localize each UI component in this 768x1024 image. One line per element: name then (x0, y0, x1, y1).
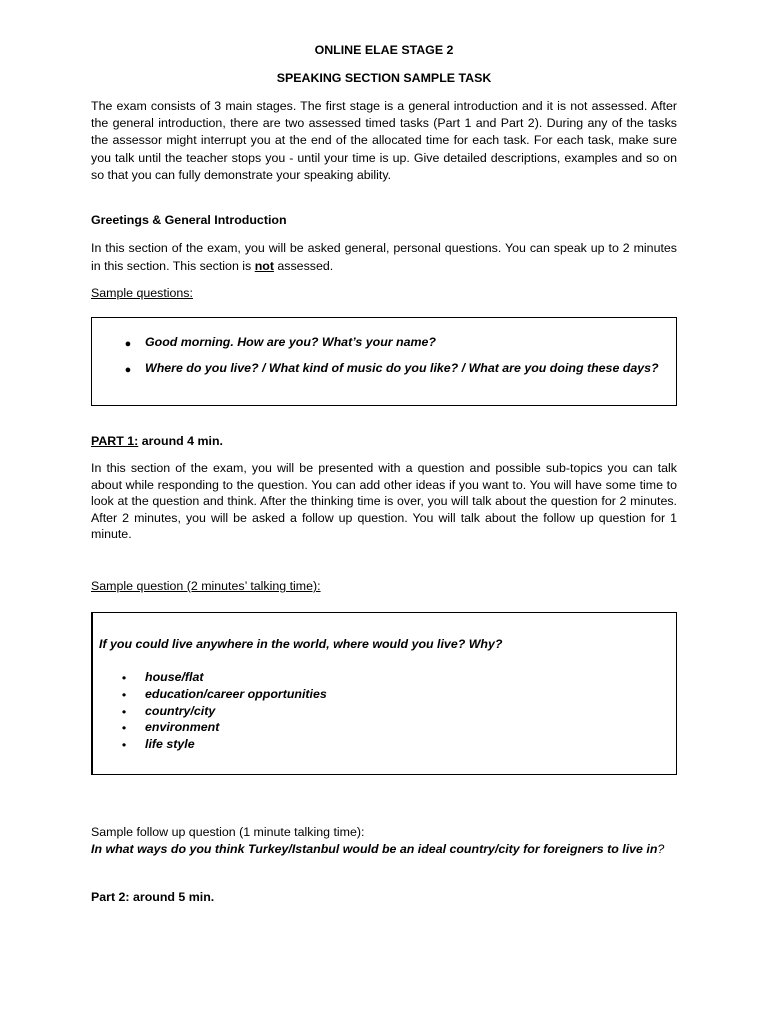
followup-label: Sample follow up question (1 minute talking time): (91, 825, 365, 839)
greetings-sample-label: Sample questions: (91, 286, 193, 300)
followup-question-mark: ? (657, 842, 665, 856)
subtopic-item: country/city (145, 704, 216, 718)
document-title: ONLINE ELAE STAGE 2 (314, 43, 454, 57)
subtopic-item: education/career opportunities (145, 687, 327, 701)
part1-heading (91, 433, 223, 450)
part1-question-box (91, 612, 677, 775)
bullet-icon: • (121, 738, 127, 752)
part1-sample-label: Sample question (2 minutes’ talking time): (91, 579, 321, 593)
bullet-icon: • (121, 688, 127, 702)
part2-heading: Part 2: around 5 min. (91, 890, 215, 904)
followup-question-line (91, 841, 664, 858)
part1-duration: around 4 min. (138, 434, 223, 448)
subtopic-item: house/flat (145, 670, 204, 684)
part1-label: PART 1: (91, 434, 139, 448)
document-subtitle: SPEAKING SECTION SAMPLE TASK (276, 71, 492, 85)
greetings-emphasis: not (254, 259, 274, 273)
greetings-paragraph: In this section of the exam, you will be asked general, personal questions. You can speak up to 2 minutes in this section. This section is not assessed. (91, 241, 677, 273)
greetings-heading: Greetings & General Introduction (91, 213, 287, 227)
greetings-question-1: Good morning. How are you? What’s your name? (145, 335, 436, 349)
bullet-icon: • (121, 671, 127, 685)
bullet-icon: • (121, 705, 127, 719)
greetings-questions-box (91, 317, 677, 406)
part1-paragraph: In this section of the exam, you will be presented with a question and possible sub-topics you can talk about while responding to the question. You can add other ideas if you want to. You will have some time to look at the question and think. After the thinking time is over, you will talk about the question for 2 minutes. After 2 minutes, you will be asked a follow up question. You will talk about the follow up question for 1 minute. (91, 461, 677, 542)
subtopic-item: environment (145, 720, 220, 734)
part1-question: If you could live anywhere in the world, where would you live? Why? (99, 637, 503, 651)
bullet-icon: • (121, 721, 127, 735)
followup-question: In what ways do you think Turkey/Istanbul would be an ideal country/city for foreigners to live in (91, 842, 658, 856)
intro-paragraph: The exam consists of 3 main stages. The first stage is a general introduction and it is not assessed. After the general introduction, there are two assessed timed tasks (Part 1 and Part 2). During any of the tasks the assessor might interrupt you at the end of the allocated time for each task. For each task, make sure you talk until the teacher stops you - until your time is up. Give detailed descriptions, examples and so on so that you can fully demonstrate your speaking ability. (91, 99, 677, 182)
bullet-icon: ● (124, 364, 132, 376)
bullet-icon: ● (124, 338, 132, 350)
greetings-question-2: Where do you live? / What kind of music do you like? / What are you doing these days? (145, 361, 659, 375)
subtopic-item: life style (145, 737, 195, 751)
